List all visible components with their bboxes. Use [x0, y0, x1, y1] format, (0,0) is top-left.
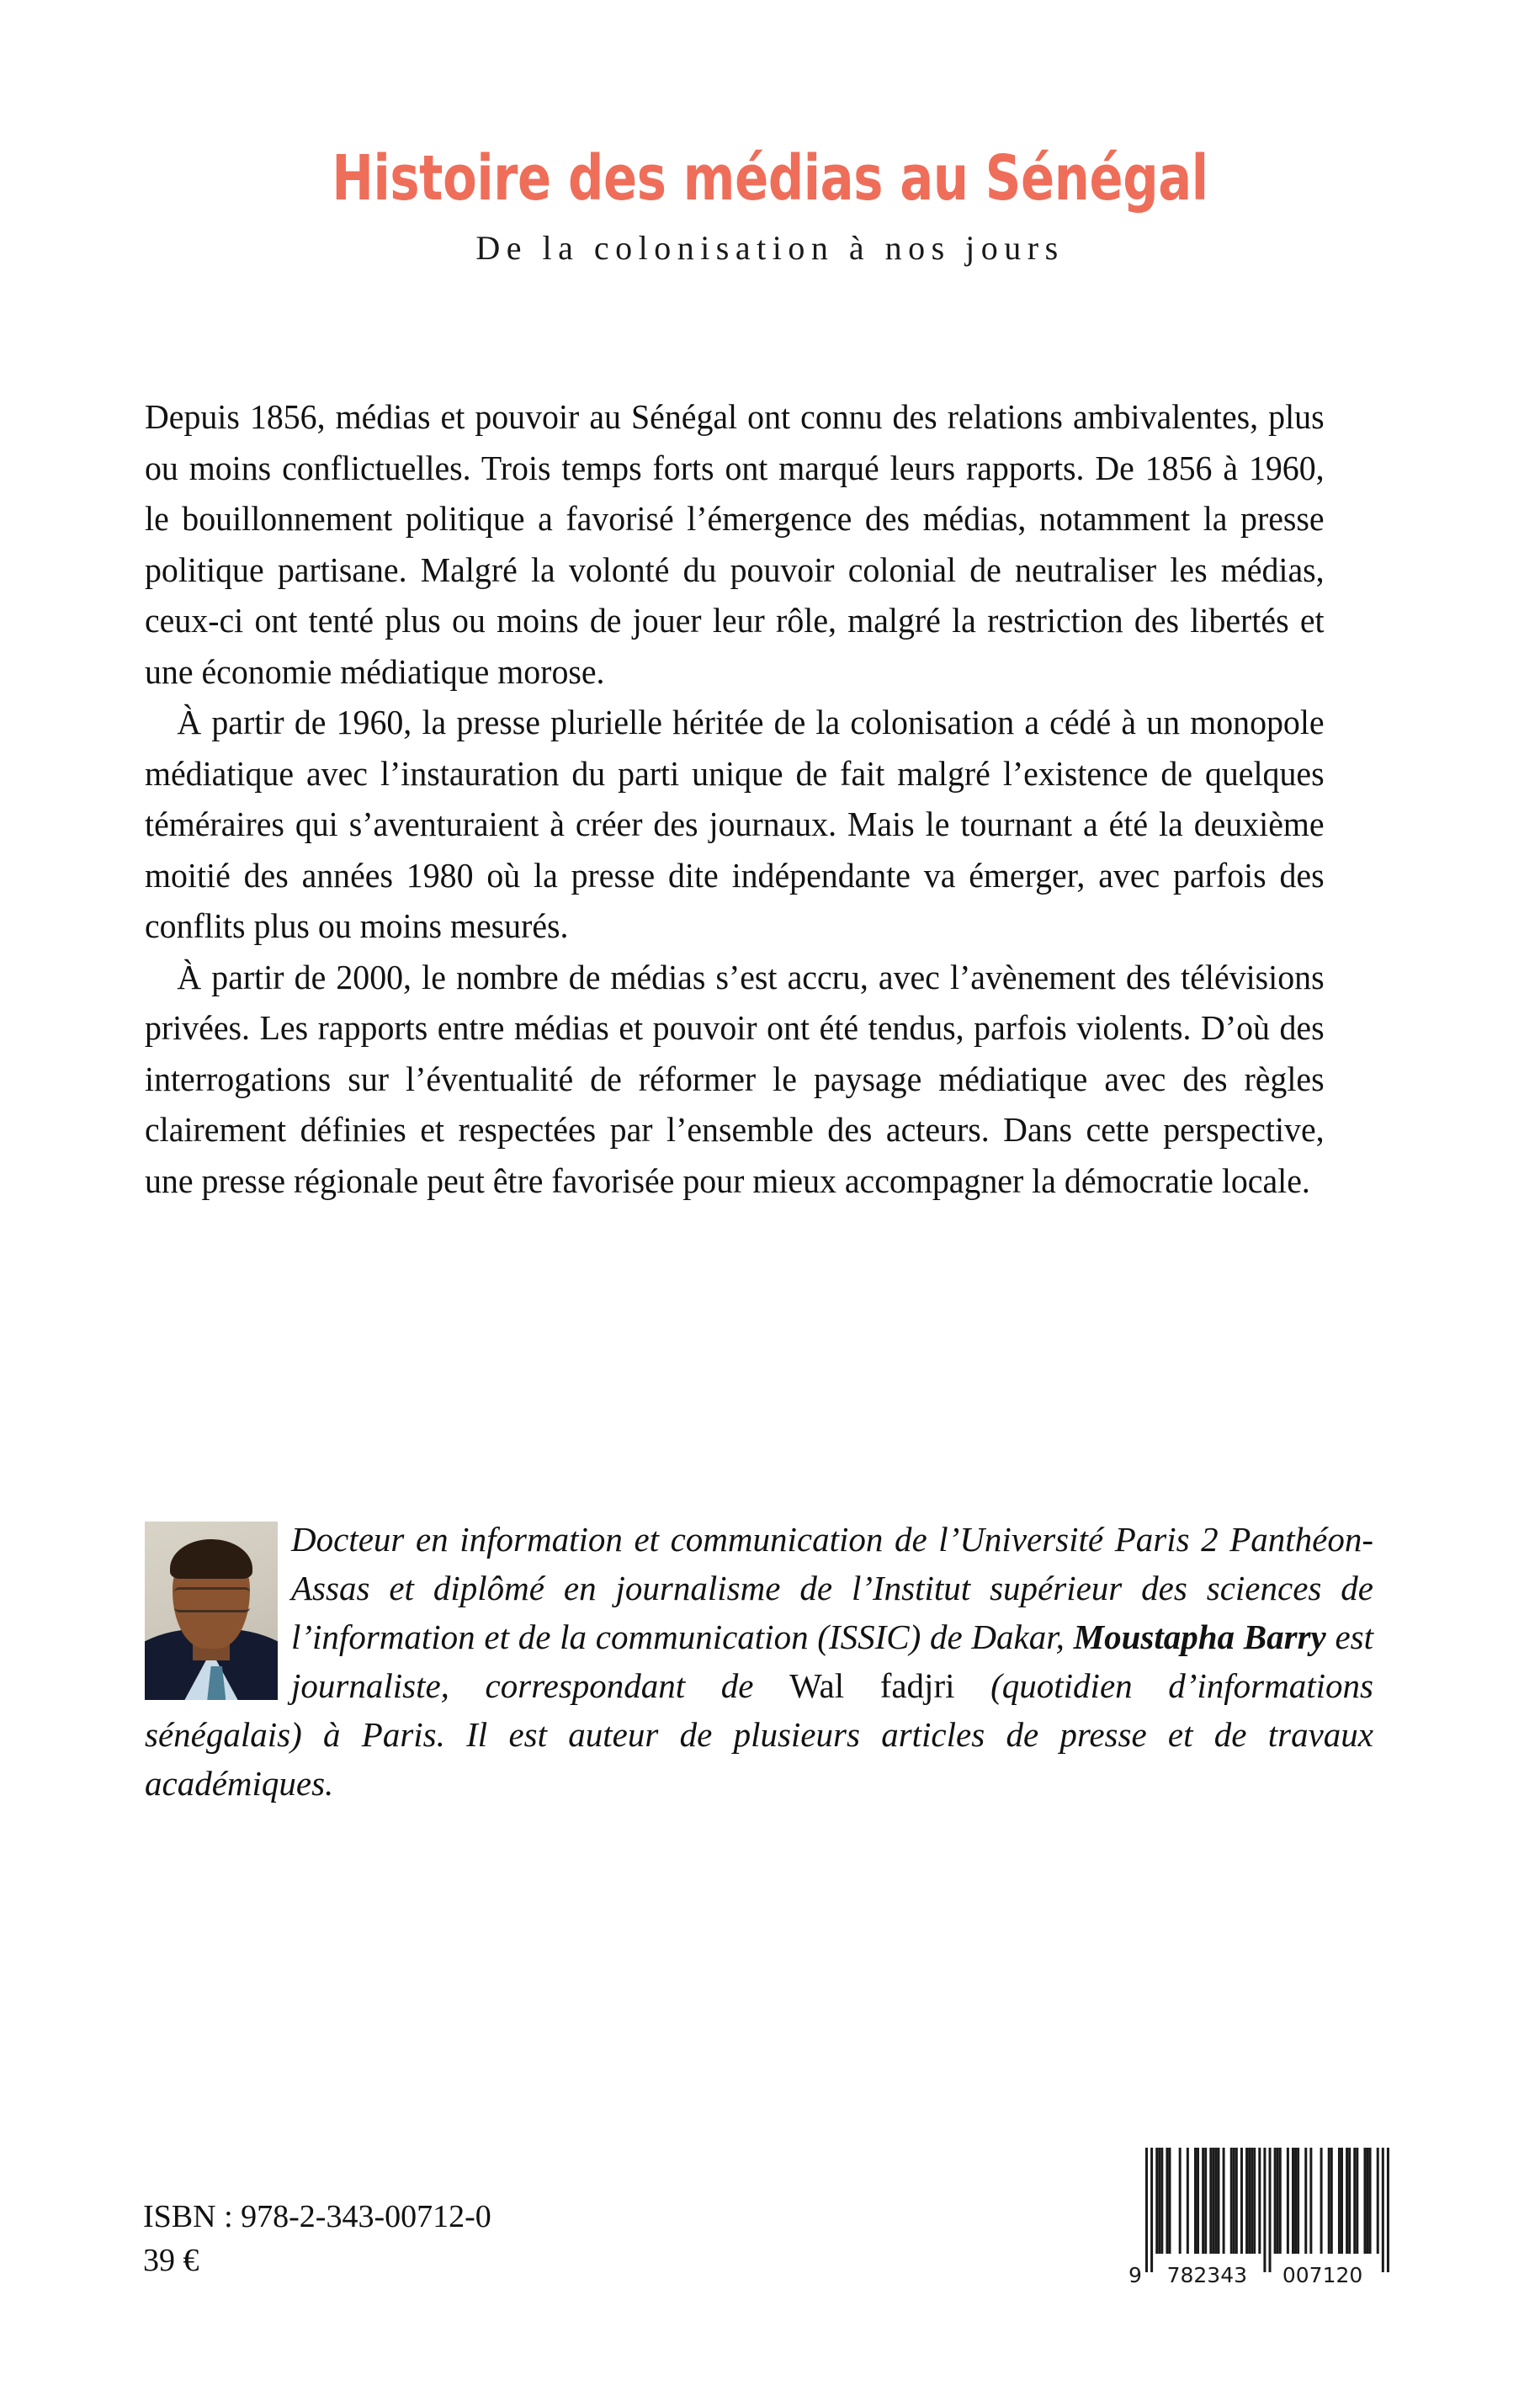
glasses-icon — [174, 1587, 250, 1612]
barcode-digit-left: 9 — [1128, 2263, 1142, 2286]
barcode-digits-right: 007120 — [1282, 2263, 1363, 2286]
ean13-barcode — [1125, 2141, 1394, 2286]
bio-text-before-name: Docteur en information et communication de l’Université Paris 2 Panthéon-Assas et diplômé en journalisme de l’Institut supérieur des sciences de l’information et de la communication (ISSIC) de Dakar, — [291, 1520, 1373, 1656]
isbn-text: ISBN : 978-2-343-00712-0 — [143, 2199, 491, 2234]
blurb-paragraph-2: À partir de 1960, la presse plurielle héritée de la colonisation a cédé à un monopole médiatique avec l’instauration du parti unique de fait malgré l’existence de quelques téméraires qui s’aventuraient à créer des journaux. Mais le tournant a été la deuxième moitié des années 1980 où la presse dite indépendante va émerger, avec parfois des conflits plus ou moins mesurés. — [145, 703, 1325, 945]
blurb-text — [145, 391, 1325, 1206]
price-text: 39 € — [143, 2243, 199, 2278]
barcode-digits-mid: 782343 — [1166, 2263, 1248, 2286]
newspaper-name: Wal fadjri — [789, 1666, 955, 1705]
barcode-block — [1125, 2141, 1394, 2286]
page-title: Histoire des médias au Sénégal — [332, 142, 1208, 215]
isbn-block — [143, 2195, 491, 2282]
title-block — [0, 142, 1540, 268]
author-portrait-photo — [145, 1522, 278, 1700]
bio-text-after-name: est journaliste, correspondant de — [291, 1617, 1373, 1705]
blurb-paragraph-1: Depuis 1856, médias et pouvoir au Sénégal ont connu des relations ambivalentes, plus ou moins conflictuelles. Trois temps forts ont marqué leurs rapports. De 1856 à 1960, le bouillonnement politique a favorisé l’émergence des médias, notamment la presse politique partisane. Malgré la volonté du pouvoir colonial de neutraliser les médias, ceux-ci ont tenté plus ou moins de jouer leur rôle, malgré la restriction des libertés et une économie médiatique morose. — [145, 397, 1325, 691]
bio-text-end: (quotidien d’informations sénégalais) à Paris. Il est auteur de plusieurs articles de presse et de travaux académiques. — [145, 1666, 1373, 1803]
author-bio — [145, 1515, 1373, 1808]
author-name: Moustapha Barry — [1073, 1617, 1326, 1656]
blurb-paragraph-3: À partir de 2000, le nombre de médias s’est accru, avec l’avènement des télévisions privées. Les rapports entre médias et pouvoir ont été tendus, parfois violents. D’où des interrogations sur l’éventualité de réformer le paysage médiatique avec des règles clairement définies et respectées par l’ensemble des acteurs. Dans cette perspective, une presse régionale peut être favorisée pour mieux accompagner la démocratie locale. — [145, 957, 1325, 1200]
page-subtitle: De la colonisation à nos jours — [475, 229, 1065, 267]
